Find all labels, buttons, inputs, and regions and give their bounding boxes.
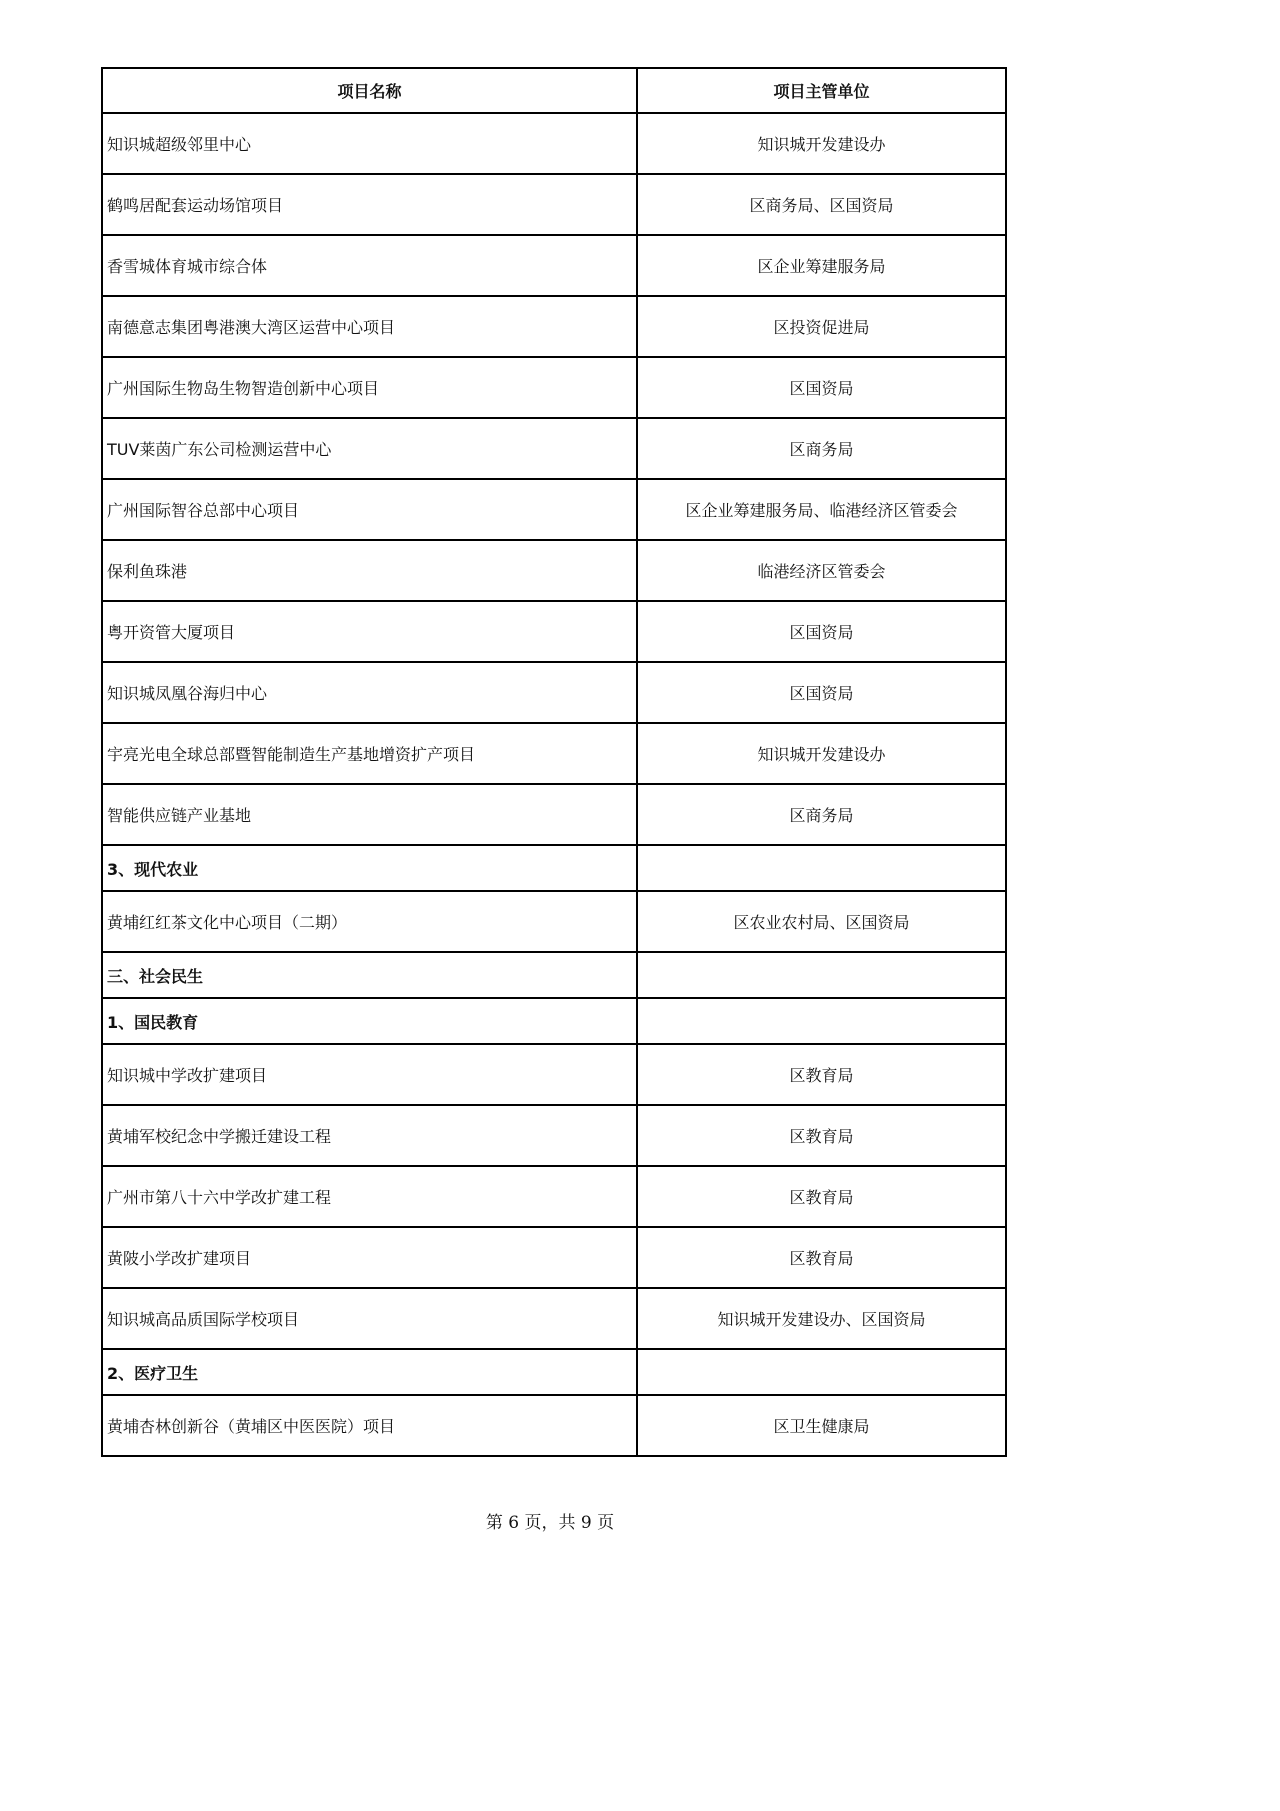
table-row (102, 235, 1006, 296)
project-name-cell: 保利鱼珠港 (102, 540, 637, 601)
managing-unit-cell: 区投资促进局 (637, 296, 1006, 357)
table-header-row (102, 68, 1006, 113)
section-title: 2、医疗卫生 (102, 1349, 637, 1395)
table-row (102, 601, 1006, 662)
table-row (102, 1395, 1006, 1456)
project-name-cell: 鹤鸣居配套运动场馆项目 (102, 174, 637, 235)
project-name-cell: 黄埔杏林创新谷（黄埔区中医医院）项目 (102, 1395, 637, 1456)
table-row (102, 723, 1006, 784)
table-row (102, 418, 1006, 479)
project-name-cell: 南德意志集团粤港澳大湾区运营中心项目 (102, 296, 637, 357)
project-name-cell: 广州国际生物岛生物智造创新中心项目 (102, 357, 637, 418)
table-row (102, 174, 1006, 235)
table-row (102, 1227, 1006, 1288)
managing-unit-cell (637, 952, 1006, 998)
header-managing-unit: 项目主管单位 (637, 68, 1006, 113)
project-name-cell: 黄埔红红茶文化中心项目（二期） (102, 891, 637, 952)
table-row (102, 479, 1006, 540)
project-name-cell: 宇亮光电全球总部暨智能制造生产基地增资扩产项目 (102, 723, 637, 784)
table-row (102, 891, 1006, 952)
table-row (102, 1105, 1006, 1166)
section-row (102, 952, 1006, 998)
managing-unit-cell: 区企业筹建服务局 (637, 235, 1006, 296)
managing-unit-cell: 区教育局 (637, 1105, 1006, 1166)
managing-unit-cell: 区卫生健康局 (637, 1395, 1006, 1456)
managing-unit-cell: 区国资局 (637, 662, 1006, 723)
project-name-cell: 知识城凤凰谷海归中心 (102, 662, 637, 723)
table-row (102, 662, 1006, 723)
project-name-cell: 知识城中学改扩建项目 (102, 1044, 637, 1105)
managing-unit-cell: 区教育局 (637, 1166, 1006, 1227)
project-name-cell: 黄埔军校纪念中学搬迁建设工程 (102, 1105, 637, 1166)
managing-unit-cell: 区商务局 (637, 418, 1006, 479)
managing-unit-cell: 区商务局、区国资局 (637, 174, 1006, 235)
table-row (102, 1044, 1006, 1105)
managing-unit-cell: 知识城开发建设办、区国资局 (637, 1288, 1006, 1349)
project-name-cell: 香雪城体育城市综合体 (102, 235, 637, 296)
project-name-cell: 智能供应链产业基地 (102, 784, 637, 845)
table-row (102, 1288, 1006, 1349)
project-name-cell: 粤开资管大厦项目 (102, 601, 637, 662)
table-row (102, 540, 1006, 601)
table-body (102, 113, 1006, 1456)
section-row (102, 998, 1006, 1044)
table-row (102, 357, 1006, 418)
project-name-cell: 广州国际智谷总部中心项目 (102, 479, 637, 540)
managing-unit-cell: 区国资局 (637, 357, 1006, 418)
managing-unit-cell: 临港经济区管委会 (637, 540, 1006, 601)
project-name-cell: 黄陂小学改扩建项目 (102, 1227, 637, 1288)
project-name-cell: 知识城超级邻里中心 (102, 113, 637, 174)
managing-unit-cell (637, 1349, 1006, 1395)
section-title: 3、现代农业 (102, 845, 637, 891)
table-row (102, 784, 1006, 845)
table-row (102, 1166, 1006, 1227)
managing-unit-cell: 知识城开发建设办 (637, 723, 1006, 784)
managing-unit-cell: 知识城开发建设办 (637, 113, 1006, 174)
table-row (102, 296, 1006, 357)
managing-unit-cell: 区国资局 (637, 601, 1006, 662)
managing-unit-cell: 区农业农村局、区国资局 (637, 891, 1006, 952)
section-title: 1、国民教育 (102, 998, 637, 1044)
project-name-cell: 知识城高品质国际学校项目 (102, 1288, 637, 1349)
table-row (102, 113, 1006, 174)
header-project-name: 项目名称 (102, 68, 637, 113)
project-name-cell: 广州市第八十六中学改扩建工程 (102, 1166, 637, 1227)
managing-unit-cell: 区教育局 (637, 1227, 1006, 1288)
section-title: 三、社会民生 (102, 952, 637, 998)
managing-unit-cell: 区教育局 (637, 1044, 1006, 1105)
managing-unit-cell: 区商务局 (637, 784, 1006, 845)
page-number: 第 6 页，共 9 页 (485, 1513, 615, 1533)
managing-unit-cell (637, 845, 1006, 891)
section-row (102, 1349, 1006, 1395)
managing-unit-cell: 区企业筹建服务局、临港经济区管委会 (637, 479, 1006, 540)
section-row (102, 845, 1006, 891)
project-table (101, 67, 1007, 1457)
managing-unit-cell (637, 998, 1006, 1044)
project-name-cell: TUV莱茵广东公司检测运营中心 (102, 418, 637, 479)
